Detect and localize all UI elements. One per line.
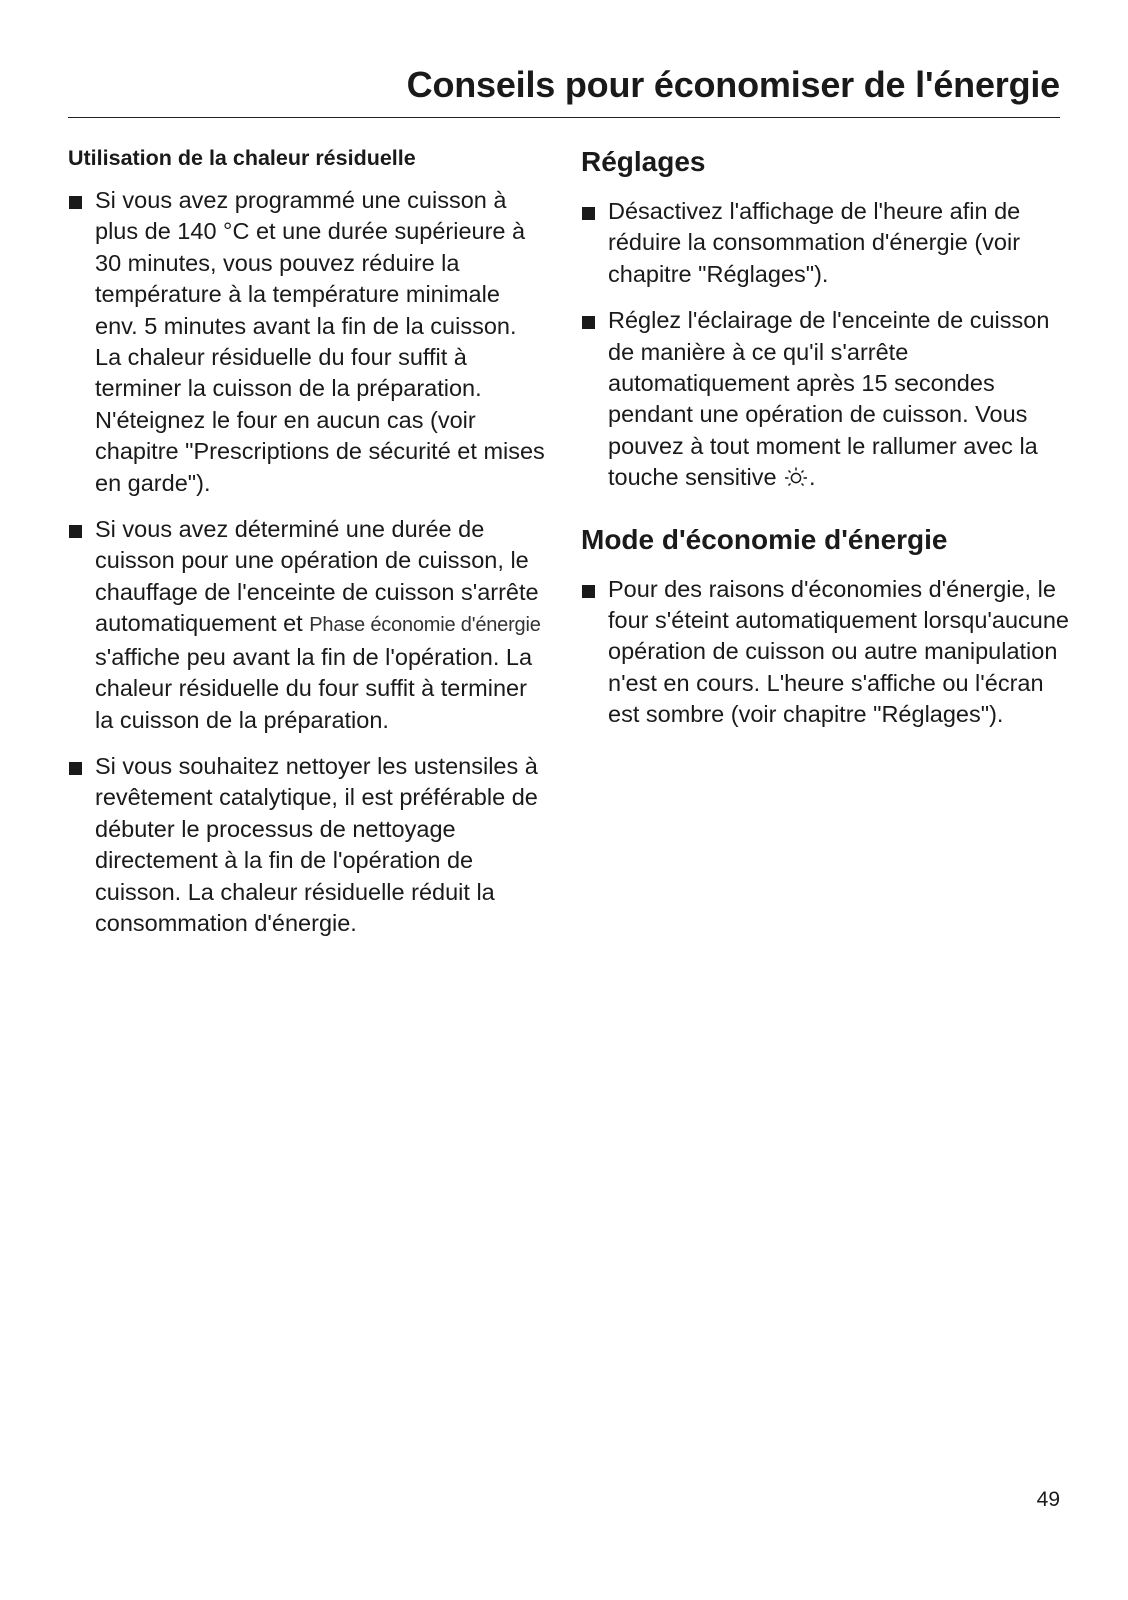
bullet-square-icon <box>69 525 82 538</box>
list-item <box>581 574 1071 731</box>
list-item <box>581 305 1071 493</box>
list-item-text: Désactivez l'affichage de l'heure afin de réduire la consommation d'énergie (voir chapitre "Réglages"). <box>608 198 1021 287</box>
list-item-text: Réglez l'éclairage de l'enceinte de cuisson de manière à ce qu'il s'arrête automatiquement après 15 secondes pendant une opération de cuisson. Vous pouvez à tout moment le rallumer avec la touche sensitive <box>608 307 1050 491</box>
list-item <box>581 196 1071 290</box>
display-message-text: Phase économie d'énergie <box>309 614 541 637</box>
bullet-square-icon <box>582 207 595 220</box>
bullet-square-icon <box>69 196 82 209</box>
list-item-text: Si vous avez programmé une cuisson à plus de 140 °C et une durée supérieure à 30 minutes, vous pouvez réduire la température à la température minimale env. 5 minutes avant la fin de la cuisson. La chaleur résiduelle du four suffit à terminer la cuisson de la préparation. N'éteignez le four en aucun cas (voir chapitre "Prescriptions de sécurité et mises en garde"). <box>95 187 545 496</box>
bullet-square-icon <box>69 762 82 775</box>
bullet-square-icon <box>582 316 595 329</box>
list-item <box>68 185 548 499</box>
list-item <box>68 751 548 939</box>
list-item <box>68 514 548 736</box>
energy-saving-list <box>581 574 1071 731</box>
residual-heat-list <box>68 185 548 939</box>
page-number: 49 <box>1036 1488 1060 1511</box>
energy-saving-mode-title: Mode d'économie d'énergie <box>581 523 948 555</box>
residual-heat-subheading: Utilisation de la chaleur résiduelle <box>68 146 416 170</box>
list-item-text: Si vous avez déterminé une durée de cuisson pour une opération de cuisson, le chauffage de l'enceinte de cuisson s'arrête automatiquement et <box>95 516 539 637</box>
list-item-text: Pour des raisons d'économies d'énergie, le four s'éteint automatiquement lorsqu'aucune opération de cuisson ou autre manipulation n'est en cours. L'heure s'affiche ou l'écran est sombre (voir chapitre "Réglages"). <box>608 575 1069 728</box>
page-title: Conseils pour économiser de l'énergie <box>406 64 1060 105</box>
list-item-text-end: . <box>809 464 816 491</box>
left-column <box>68 142 548 954</box>
list-item-text-continued: s'affiche peu avant la fin de l'opération. La chaleur résiduelle du four suffit à terminer la cuisson de la préparation. <box>95 643 533 733</box>
bullet-square-icon <box>582 585 595 598</box>
list-item-text: Si vous souhaitez nettoyer les ustensiles à revêtement catalytique, il est préférable de débuter le processus de nettoyage directement à la fin de l'opération de cuisson. La chaleur résiduelle réduit la consommation d'énergie. <box>95 752 538 936</box>
settings-section-title: Réglages <box>581 146 706 177</box>
title-divider <box>68 117 1060 118</box>
settings-list <box>581 196 1071 494</box>
light-sensor-icon <box>783 466 809 488</box>
right-column <box>581 142 1071 746</box>
